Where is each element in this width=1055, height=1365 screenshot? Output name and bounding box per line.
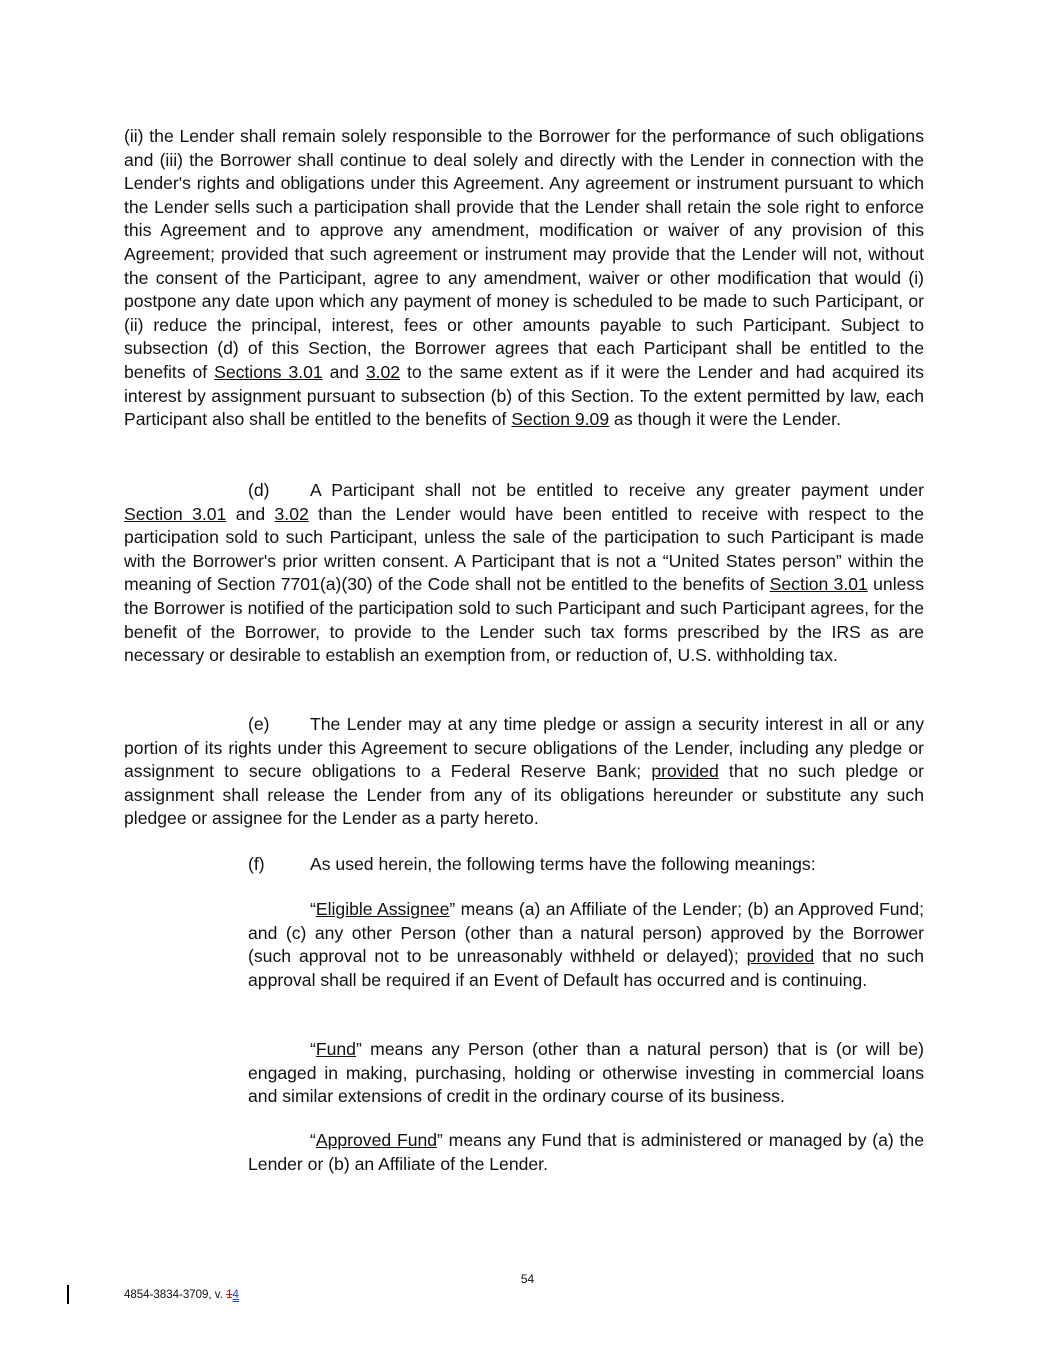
underlined-reference: 3.02 — [365, 361, 401, 382]
underlined-reference: Section 3.01 — [124, 503, 227, 524]
page-number: 54 — [520, 1272, 535, 1286]
paragraph-participation-continued — [124, 125, 924, 432]
text-run: and — [226, 503, 275, 524]
open-quote: “ — [310, 899, 316, 919]
text-run: as though it were the Lender. — [609, 409, 841, 430]
underlined-reference: Section 9.09 — [511, 409, 610, 430]
underlined-term: provided — [651, 761, 719, 782]
paragraph-label: (d) — [248, 480, 270, 500]
document-id — [124, 1289, 239, 1301]
paragraph-label: (e) — [248, 714, 270, 734]
text-run: The Lender may at any time pledge or assign a security interest in all or any portion of its rights under this Agreement to secure obligations of the Lender, including any pledge or assignment to secure obligations to a Federal Reserve Bank; — [124, 714, 924, 782]
underlined-reference: Sections 3.01 — [214, 361, 323, 382]
text-run: that no such pledge or assignment shall release the Lender from any of its obligations hereunder or substitute any such pledgee or assignee for the Lender as a party hereto. — [124, 761, 924, 829]
defined-term: Fund — [315, 1039, 356, 1059]
text-run: unless the Borrower is notified of the participation sold to such Participant and such Participant agrees, for the benefit of the Borrower, to provide to the Lender such tax forms prescribed by the IRS as are necessary or desirable to establish an exemption from, or reduction of, U.S. withholding tax. — [124, 574, 924, 666]
text-run: ” means (a) an Affiliate of the Lender; (b) an Approved Fund; and (c) any other Person (other than a natural person) approved by the Borrower (such approval not to be unreasonably withheld or delayed); — [248, 899, 924, 967]
definition-approved-fund — [248, 1129, 924, 1176]
text-run: than the Lender would have been entitled to receive with respect to the participation sold to such Participant, unless the sale of the participation to such Participant is made with the Borrower's prior written consent. A Participant that is not a “United States person” within the meaning of Section 7701(a)(30) of the Code shall not be entitled to the benefits of — [124, 503, 924, 595]
paragraph-d — [124, 479, 924, 668]
inserted-version: 4 — [232, 1289, 239, 1301]
underlined-reference: 3.02 — [274, 503, 309, 524]
text-run: A Participant shall not be entitled to receive any greater payment under — [310, 480, 924, 500]
open-quote: “ — [310, 1130, 316, 1150]
paragraph-e — [124, 713, 924, 831]
defined-term: Approved Fund — [315, 1130, 438, 1150]
underlined-reference: Section 3.01 — [769, 574, 868, 595]
definition-eligible-assignee — [248, 898, 924, 992]
defined-term: Eligible Assignee — [315, 899, 450, 919]
text-run: to the same extent as if it were the Lender and had acquired its interest by assignment pursuant to subsection (b) of this Section. To the extent permitted by law, each Participant also shall be entitled to the benefits of — [124, 361, 924, 430]
definition-fund — [248, 1038, 924, 1109]
text-run: As used herein, the following terms have the following meanings: — [310, 854, 816, 874]
text-run: (ii) the Lender shall remain solely responsible to the Borrower for the performance of such obligations and (iii) the Borrower shall continue to deal solely and directly with the Lender in connection with the Lender's rights and obligations under this Agreement. Any agreement or instrument pursuant to which the Lender sells such a participation shall provide that the Lender shall retain the sole right to enforce this Agreement and to approve any amendment, modification or waiver of any provision of this Agreement; provided that such agreement or instrument may provide that the Lender will not, without the consent of the Participant, agree to any amendment, waiver or other modification that would (i) postpone any date upon which any payment of money is scheduled to be made to such Participant, or (ii) reduce the principal, interest, fees or other amounts payable to such Participant. Subject to subsection (d) of this Section, the Borrower agrees that each Participant shall be entitled to the benefits of — [124, 126, 924, 382]
deleted-version: 1 — [226, 1289, 233, 1301]
revision-change-bar — [67, 1285, 69, 1304]
text-run: ” means any Fund that is administered or managed by (a) the Lender or (b) an Affiliate of the Lender. — [248, 1130, 924, 1174]
doc-id-prefix: 4854-3834-3709, v. — [124, 1289, 227, 1301]
text-run: and — [322, 361, 366, 382]
open-quote: “ — [310, 1039, 316, 1059]
paragraph-f — [248, 853, 924, 877]
underlined-term: provided — [746, 946, 815, 967]
text-run: that no such approval shall be required if an Event of Default has occurred and is continuing. — [248, 946, 924, 990]
text-run: ” means any Person (other than a natural person) that is (or will be) engaged in making, purchasing, holding or otherwise investing in commercial loans and similar extensions of credit in the ordinary course of its business. — [248, 1039, 924, 1107]
paragraph-label: (f) — [248, 854, 265, 874]
